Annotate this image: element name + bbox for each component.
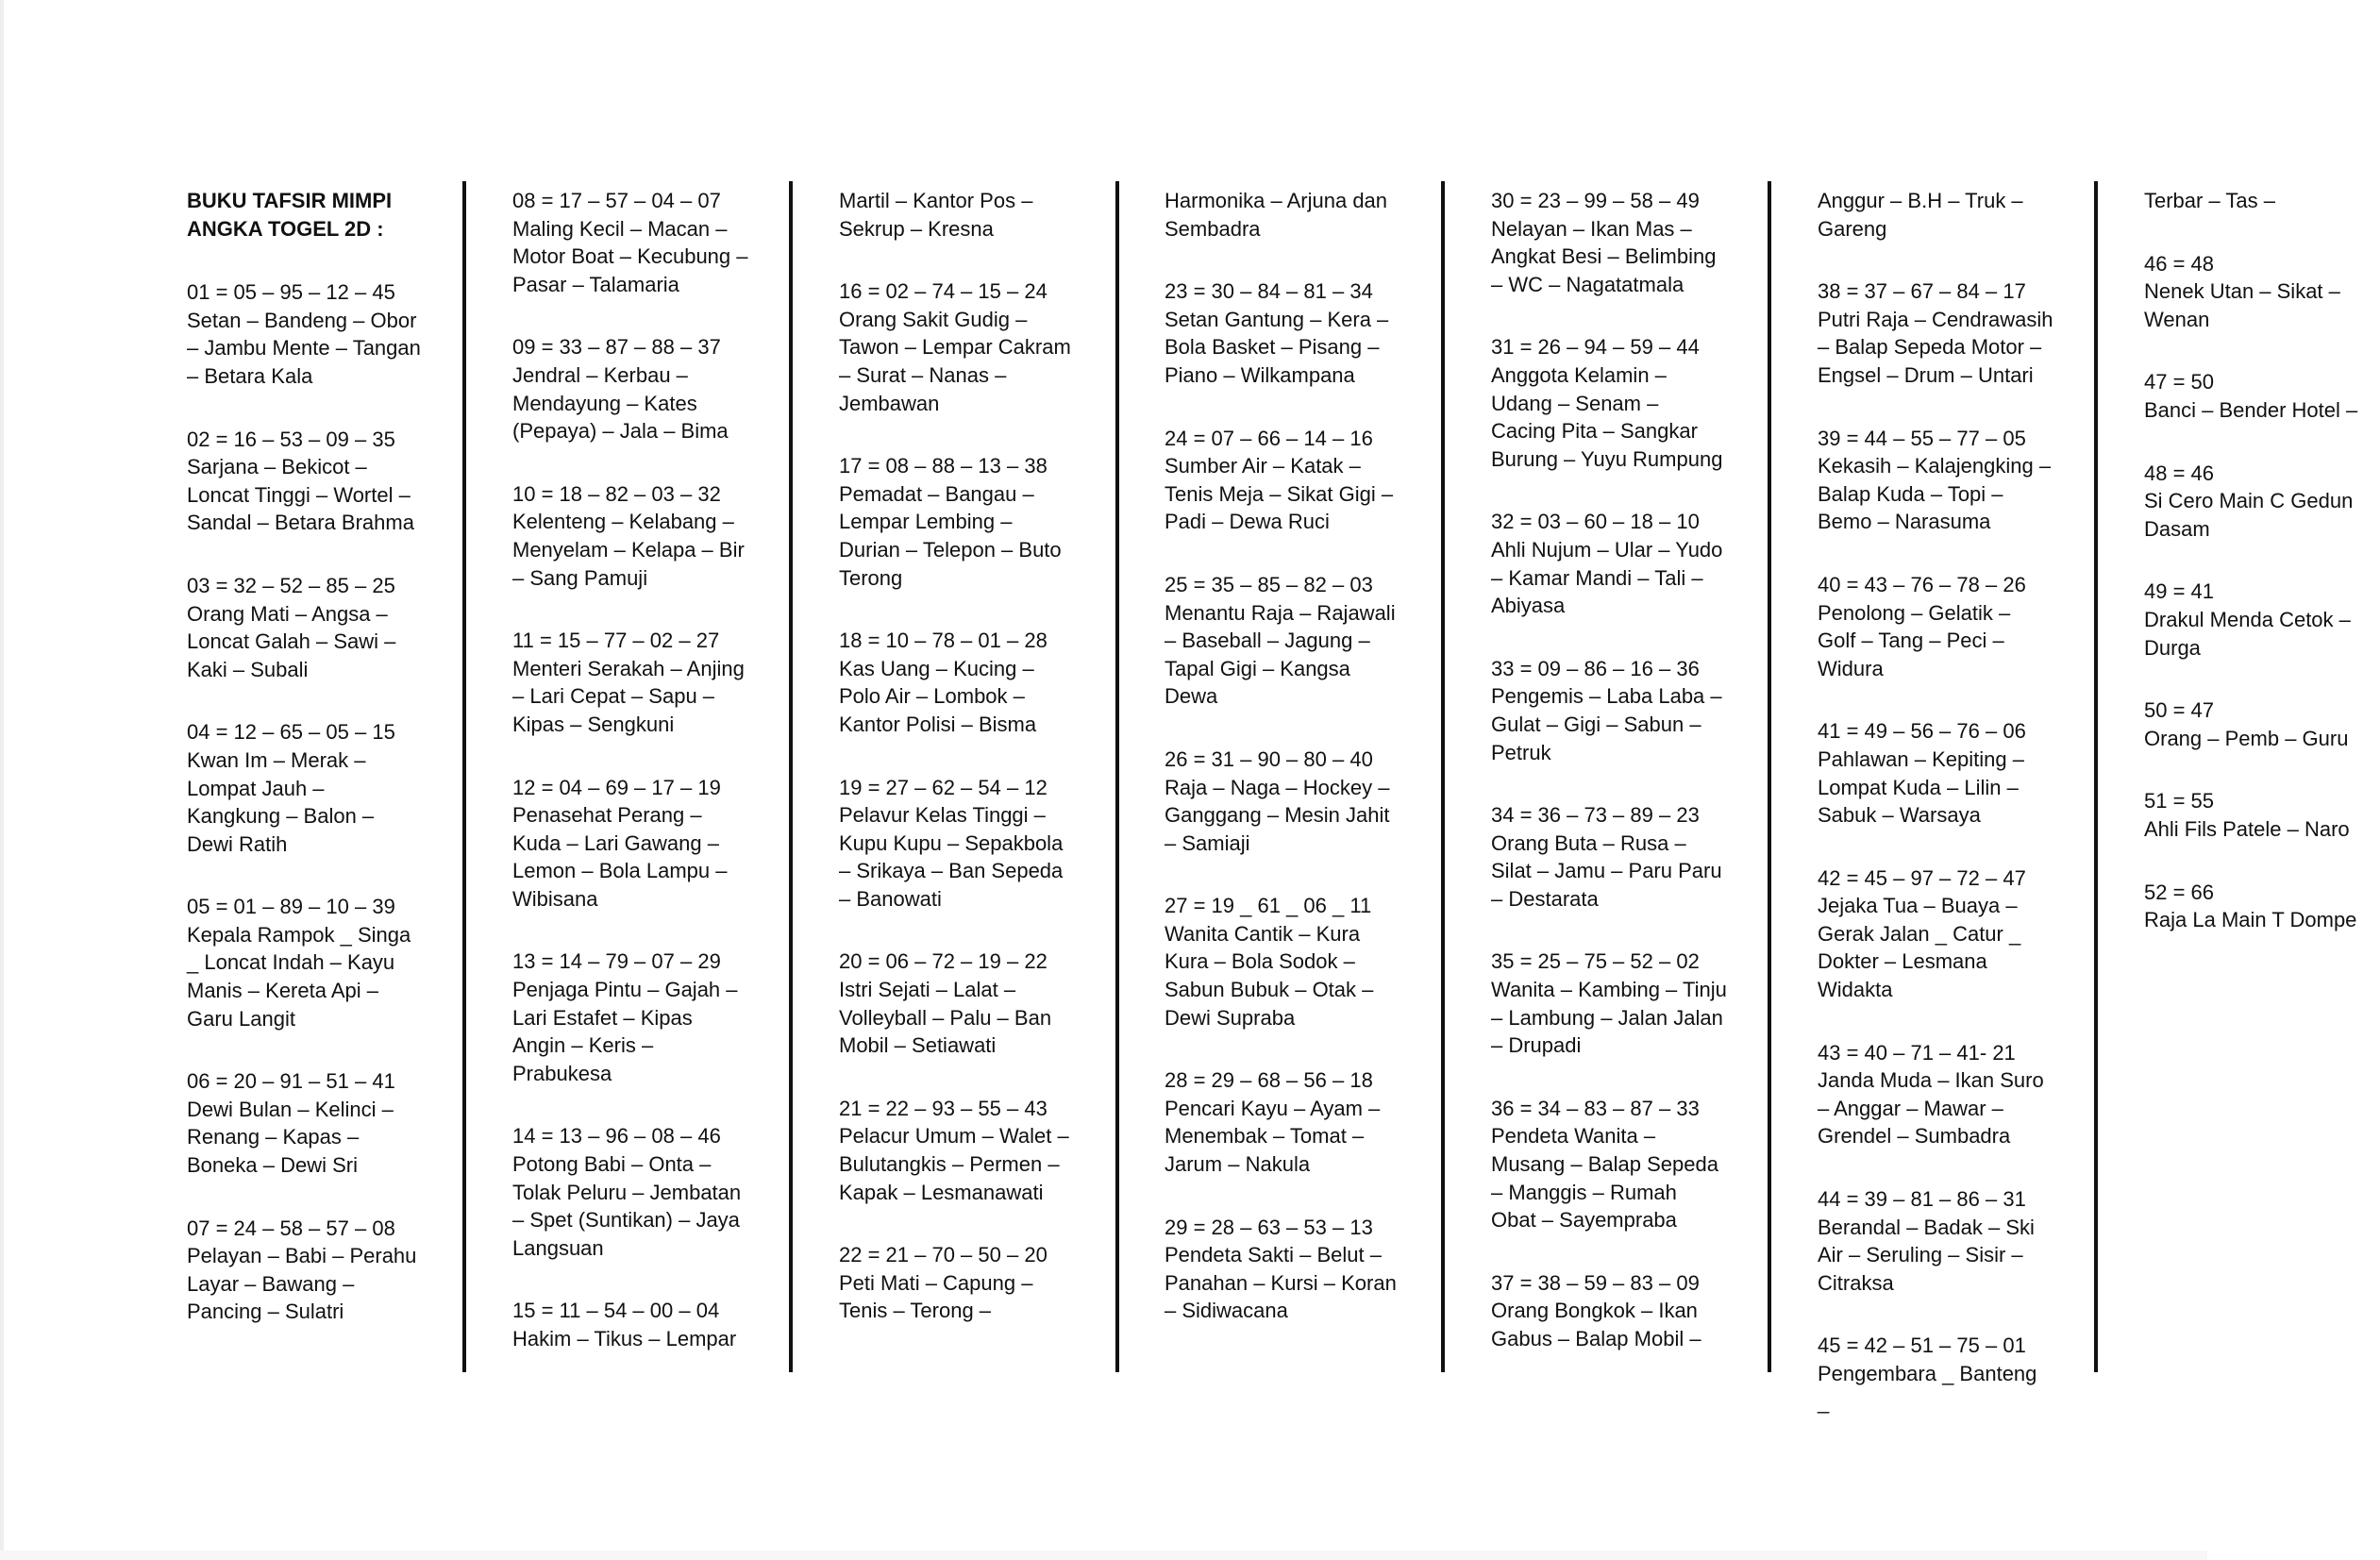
entry-meanings: Istri Sejati – Lalat – Volleyball – Palu – Ban Mobil – Setiawati [839, 978, 1052, 1058]
dream-entry [512, 187, 748, 298]
dream-entry [1491, 187, 1727, 298]
entry-meanings: Maling Kecil – Macan – Motor Boat – Kecubung – Pasar – Talamaria [512, 216, 748, 296]
entry-numbers: 37 = 38 – 59 – 83 – 09 [1491, 1270, 1700, 1295]
entry-numbers: 48 = 46 [2144, 461, 2215, 485]
dream-entry [1818, 1039, 2053, 1150]
entry-numbers: 31 = 26 – 94 – 59 – 44 [1491, 335, 1700, 360]
entry-numbers: 15 = 11 – 54 – 00 – 04 [512, 1299, 720, 1323]
entry-meanings: Orang Buta – Rusa – Silat – Jamu – Paru Paru – Destarata [1491, 830, 1722, 911]
entry-numbers: 27 = 19 _ 61 _ 06 _ 11 [1165, 894, 1372, 918]
entry-numbers: 14 = 13 – 96 – 08 – 46 [512, 1124, 721, 1149]
entry-numbers: 51 = 55 [2144, 789, 2215, 814]
entry-meanings: Orang Sakit Gudig – Tawon – Lempar Cakram – Surat – Nanas – Jembawan [839, 307, 1071, 415]
entry-meanings: Orang Mati – Angsa – Loncat Galah – Sawi – Kaki – Subali [187, 601, 396, 681]
entry-meanings: Janda Muda – Ikan Suro – Anggar – Mawar – Grendel – Sumbadra [1818, 1068, 2044, 1149]
entry-meanings: Pendeta Sakti – Belut – Panahan – Kursi – Koran – Sidiwacana [1165, 1243, 1397, 1323]
dream-entry [187, 278, 423, 390]
entry-meanings: Jendral – Kerbau – Mendayung – Kates (Pepaya) – Jala – Bima [512, 362, 729, 444]
dream-entry [2144, 879, 2380, 934]
entry-numbers: 39 = 44 – 55 – 77 – 05 [1818, 426, 2026, 450]
entry-meanings: Pencari Kayu – Ayam – Menembak – Tomat – Jarum – Nakula [1165, 1096, 1381, 1177]
entry-meanings: Wanita Cantik – Kura Kura – Bola Sodok – Sabun Bubuk – Otak – Dewi Supraba [1165, 921, 1374, 1030]
column-divider [789, 181, 793, 1372]
entry-numbers: 21 = 22 – 93 – 55 – 43 [839, 1096, 1048, 1120]
column-3 [839, 187, 1075, 1372]
entry-meanings: Dewi Bulan – Kelinci – Renang – Kapas – Boneka – Dewi Sri [187, 1097, 394, 1178]
dream-entry [1491, 948, 1727, 1059]
entry-meanings: Nenek Utan – Sikat – Wenan [2144, 279, 2340, 331]
dream-entry [1165, 746, 1400, 857]
column-divider [1441, 181, 1445, 1372]
title-line-2: ANGKA TOGEL 2D : [187, 216, 384, 241]
entry-meanings: Pemadat – Bangau – Lempar Lembing – Durian – Telepon – Buto Terong [839, 481, 1062, 590]
entry-numbers: 42 = 45 – 97 – 72 – 47 [1818, 865, 2026, 890]
document-title [187, 187, 423, 243]
dream-entry [1165, 277, 1400, 389]
entry-numbers: 22 = 21 – 70 – 50 – 20 [839, 1243, 1048, 1267]
entry-meanings: Ahli Nujum – Ular – Yudo – Kamar Mandi – Tali – Abiyasa [1491, 537, 1723, 618]
column-divider [462, 181, 466, 1372]
entry-meanings: Terbar – Tas – [2144, 189, 2276, 212]
dream-entry [839, 187, 1075, 243]
entry-meanings: Kekasih – Kalajengking – Balap Kuda – Topi – Bemo – Narasuma [1818, 454, 2052, 534]
entry-numbers: 26 = 31 – 90 – 80 – 40 [1165, 746, 1373, 771]
dream-entry [1165, 571, 1400, 711]
dream-entry [512, 1122, 748, 1262]
entry-numbers: 18 = 10 – 78 – 01 – 28 [839, 629, 1048, 653]
dream-entry [1491, 333, 1727, 473]
entry-meanings: Anggur – B.H – Truk – Gareng [1818, 189, 2023, 241]
entry-numbers: 01 = 05 – 95 – 12 – 45 [187, 280, 395, 305]
entry-numbers: 10 = 18 – 82 – 03 – 32 [512, 481, 721, 506]
dream-entry [2144, 696, 2380, 752]
entry-numbers: 43 = 40 – 71 – 41- 21 [1818, 1040, 2016, 1065]
entry-meanings: Menteri Serakah – Anjing – Lari Cepat – Sapu – Kipas – Sengkuni [512, 656, 745, 736]
entry-numbers: 38 = 37 – 67 – 84 – 17 [1818, 279, 2026, 304]
entry-meanings: Hakim – Tikus – Lempar [512, 1327, 737, 1350]
entry-meanings: Orang – Pemb – Guru [2144, 726, 2349, 750]
entry-numbers: 07 = 24 – 58 – 57 – 08 [187, 1216, 395, 1240]
entry-numbers: 08 = 17 – 57 – 04 – 07 [512, 189, 721, 212]
entry-meanings: Penasehat Perang – Kuda – Lari Gawang – Lemon – Bola Lampu – Wibisana [512, 803, 728, 911]
entry-meanings: Peti Mati – Capung – Tenis – Terong – [839, 1270, 1033, 1323]
dream-entry [1818, 571, 2053, 682]
entry-meanings: Setan Gantung – Kera – Bola Basket – Pisang – Piano – Wilkampana [1165, 307, 1389, 387]
dream-entry [839, 452, 1075, 592]
entry-meanings: Drakul Menda Cetok – Durga [2144, 607, 2351, 660]
entry-numbers: 03 = 32 – 52 – 85 – 25 [187, 573, 395, 597]
entry-numbers: 11 = 15 – 77 – 02 – 27 [512, 629, 720, 653]
entry-meanings: Kepala Rampok _ Singa _ Loncat Indah – Kayu Manis – Kereta Api – Garu Langit [187, 922, 411, 1031]
dream-entry [1818, 717, 2053, 829]
dream-entry [187, 893, 423, 1032]
entry-numbers: 36 = 34 – 83 – 87 – 33 [1491, 1096, 1700, 1120]
dream-entry [512, 1297, 748, 1352]
entry-numbers: 19 = 27 – 62 – 54 – 12 [839, 775, 1048, 799]
entry-meanings: Sumber Air – Katak – Tenis Meja – Sikat Gigi – Padi – Dewa Ruci [1165, 454, 1394, 534]
column-1 [187, 187, 423, 1372]
entry-numbers: 23 = 30 – 84 – 81 – 34 [1165, 279, 1373, 304]
entry-numbers: 09 = 33 – 87 – 88 – 37 [512, 335, 721, 360]
page-left-edge [0, 0, 4, 1560]
entry-meanings: Si Cero Main C Gedun Dasam [2144, 489, 2354, 541]
column-2 [512, 187, 748, 1372]
column-divider [1115, 181, 1119, 1372]
entry-numbers: 40 = 43 – 76 – 78 – 26 [1818, 572, 2026, 596]
column-divider [2094, 181, 2098, 1372]
dream-entry [1491, 508, 1727, 619]
entry-meanings: Penolong – Gelatik – Golf – Tang – Peci – Widura [1818, 600, 2011, 680]
entry-numbers: 20 = 06 – 72 – 19 – 22 [839, 949, 1048, 974]
dream-entry [2144, 460, 2380, 544]
dream-entry [839, 627, 1075, 738]
entry-meanings: Orang Bongkok – Ikan Gabus – Balap Mobil – [1491, 1299, 1701, 1350]
entry-meanings: Pelacur Umum – Walet – Bulutangkis – Permen – Kapak – Lesmanawati [839, 1124, 1069, 1204]
entry-meanings: Harmonika – Arjuna dan Sembadra [1165, 189, 1388, 241]
entry-meanings: Ahli Fils Patele – Naro [2144, 816, 2350, 841]
entry-meanings: Pelavur Kelas Tinggi – Kupu Kupu – Sepakbola – Srikaya – Ban Sepeda – Banowati [839, 803, 1064, 911]
dream-entry [1818, 425, 2053, 536]
dream-entry [1491, 655, 1727, 766]
entry-meanings: Jejaka Tua – Buaya – Gerak Jalan _ Catur _ Dokter – Lesmana Widakta [1818, 894, 2021, 1002]
dream-entry [1491, 1095, 1727, 1234]
entry-meanings: Raja – Naga – Hockey – Ganggang – Mesin Jahit – Samiaji [1165, 775, 1390, 855]
entry-numbers: 13 = 14 – 79 – 07 – 29 [512, 949, 721, 974]
entry-numbers: 46 = 48 [2144, 251, 2215, 276]
dream-entry [2144, 250, 2380, 334]
entry-meanings: Setan – Bandeng – Obor – Jambu Mente – Tangan – Betara Kala [187, 308, 421, 388]
title-line-1: BUKU TAFSIR MIMPI [187, 189, 393, 212]
entry-numbers: 41 = 49 – 56 – 76 – 06 [1818, 719, 2026, 744]
entry-numbers: 02 = 16 – 53 – 09 – 35 [187, 427, 395, 451]
entry-meanings: Sarjana – Bekicot – Loncat Tinggi – Wortel – Sandal – Betara Brahma [187, 455, 414, 535]
dream-entry [512, 333, 748, 445]
dream-entry [1165, 187, 1400, 243]
dream-entry [839, 1241, 1075, 1325]
entry-numbers: 29 = 28 – 63 – 53 – 13 [1165, 1215, 1373, 1239]
entry-numbers: 28 = 29 – 68 – 56 – 18 [1165, 1068, 1373, 1093]
column-4 [1165, 187, 1400, 1372]
entry-meanings: Banci – Bender Hotel – [2144, 397, 2358, 422]
dream-entry [2144, 787, 2380, 843]
entry-meanings: Nelayan – Ikan Mas – Angkat Besi – Belimbing – WC – Nagatatmala [1491, 216, 1717, 296]
dream-entry [2144, 368, 2380, 424]
entry-meanings: Menantu Raja – Rajawali – Baseball – Jagung – Tapal Gigi – Kangsa Dewa [1165, 600, 1396, 709]
column-7-partial [2144, 187, 2358, 1372]
entry-numbers: 17 = 08 – 88 – 13 – 38 [839, 454, 1048, 478]
entry-meanings: Kelenteng – Kelabang – Menyelam – Kelapa – Bir – Sang Pamuji [512, 510, 745, 590]
column-6 [1818, 187, 2053, 1414]
page-bottom-edge [0, 1551, 2207, 1560]
entry-numbers: 45 = 42 – 51 – 75 – 01 [1818, 1334, 2026, 1358]
dream-entry [1165, 425, 1400, 536]
entry-numbers: 49 = 41 [2144, 579, 2215, 604]
dream-entry [1818, 277, 2053, 389]
dream-entry [1818, 864, 2053, 1004]
dream-entry [187, 1215, 423, 1326]
entry-meanings: Pendeta Wanita – Musang – Balap Sepeda – Manggis – Rumah Obat – Sayempraba [1491, 1124, 1718, 1233]
entry-numbers: 32 = 03 – 60 – 18 – 10 [1491, 510, 1700, 534]
entry-meanings: Pahlawan – Kepiting – Lompat Kuda – Lilin – Sabuk – Warsaya [1818, 746, 2024, 828]
dream-entry [2144, 187, 2380, 215]
dream-entry [1818, 187, 2053, 243]
entry-meanings: Pelayan – Babi – Perahu Layar – Bawang – Pancing – Sulatri [187, 1244, 417, 1324]
entry-numbers: 47 = 50 [2144, 370, 2215, 394]
entry-meanings: Anggota Kelamin – Udang – Senam – Cacing Pita – Sangkar Burung – Yuyu Rumpung [1491, 362, 1723, 471]
dream-entry [1818, 1332, 2053, 1416]
dream-entry [1491, 1269, 1727, 1353]
entry-numbers: 25 = 35 – 85 – 82 – 03 [1165, 572, 1373, 596]
entry-numbers: 04 = 12 – 65 – 05 – 15 [187, 720, 395, 745]
entry-meanings: Raja La Main T Dompe [2144, 908, 2357, 932]
entry-numbers: 12 = 04 – 69 – 17 – 19 [512, 775, 721, 799]
dream-entry [839, 774, 1075, 914]
dream-entry [187, 572, 423, 683]
entry-meanings: Pengembara _ Banteng _ [1818, 1362, 2037, 1414]
dream-entry [512, 774, 748, 914]
entry-numbers: 34 = 36 – 73 – 89 – 23 [1491, 803, 1700, 828]
entry-meanings: Kwan Im – Merak – Lompat Jauh – Kangkung – Balon – Dewi Ratih [187, 747, 375, 856]
entry-numbers: 50 = 47 [2144, 698, 2215, 723]
entry-numbers: 52 = 66 [2144, 880, 2215, 904]
dream-entry [512, 948, 748, 1087]
column-divider [1768, 181, 1771, 1372]
dream-entry [839, 948, 1075, 1059]
entry-numbers: 24 = 07 – 66 – 14 – 16 [1165, 426, 1373, 450]
dream-entry [839, 1095, 1075, 1206]
dream-entry [187, 718, 423, 858]
entry-meanings: Berandal – Badak – Ski Air – Seruling – Sisir – Citraksa [1818, 1215, 2035, 1295]
dream-entry [512, 480, 748, 592]
entry-numbers: 05 = 01 – 89 – 10 – 39 [187, 895, 395, 919]
entry-numbers: 44 = 39 – 81 – 86 – 31 [1818, 1187, 2026, 1212]
entry-numbers: 06 = 20 – 91 – 51 – 41 [187, 1069, 395, 1094]
dream-entry [187, 426, 423, 537]
entry-meanings: Putri Raja – Cendrawasih – Balap Sepeda Motor – Engsel – Drum – Untari [1818, 307, 2053, 387]
dream-entry [839, 277, 1075, 417]
entry-meanings: Pengemis – Laba Laba – Gulat – Gigi – Sabun – Petruk [1491, 684, 1722, 764]
entry-meanings: Martil – Kantor Pos – Sekrup – Kresna [839, 189, 1033, 241]
dream-entry [1165, 1066, 1400, 1178]
entry-meanings: Wanita – Kambing – Tinju – Lambung – Jalan Jalan – Drupadi [1491, 978, 1727, 1058]
entry-numbers: 35 = 25 – 75 – 52 – 02 [1491, 949, 1700, 974]
dream-entry [2144, 578, 2380, 662]
dream-entry [512, 627, 748, 738]
dream-entry [1165, 892, 1400, 1032]
dream-entry [1491, 801, 1727, 913]
entry-meanings: Penjaga Pintu – Gajah – Lari Estafet – Kipas Angin – Keris – Prabukesa [512, 978, 738, 1085]
dream-entry [1165, 1214, 1400, 1325]
entry-numbers: 33 = 09 – 86 – 16 – 36 [1491, 656, 1700, 680]
dream-entry [1818, 1185, 2053, 1297]
entry-meanings: Kas Uang – Kucing – Polo Air – Lombok – Kantor Polisi – Bisma [839, 656, 1037, 736]
dream-entry [187, 1067, 423, 1179]
entry-numbers: 30 = 23 – 99 – 58 – 49 [1491, 189, 1700, 212]
column-5 [1491, 187, 1727, 1372]
entry-numbers: 16 = 02 – 74 – 15 – 24 [839, 279, 1048, 304]
entry-meanings: Potong Babi – Onta – Tolak Peluru – Jembatan – Spet (Suntikan) – Jaya Langsuan [512, 1152, 742, 1260]
